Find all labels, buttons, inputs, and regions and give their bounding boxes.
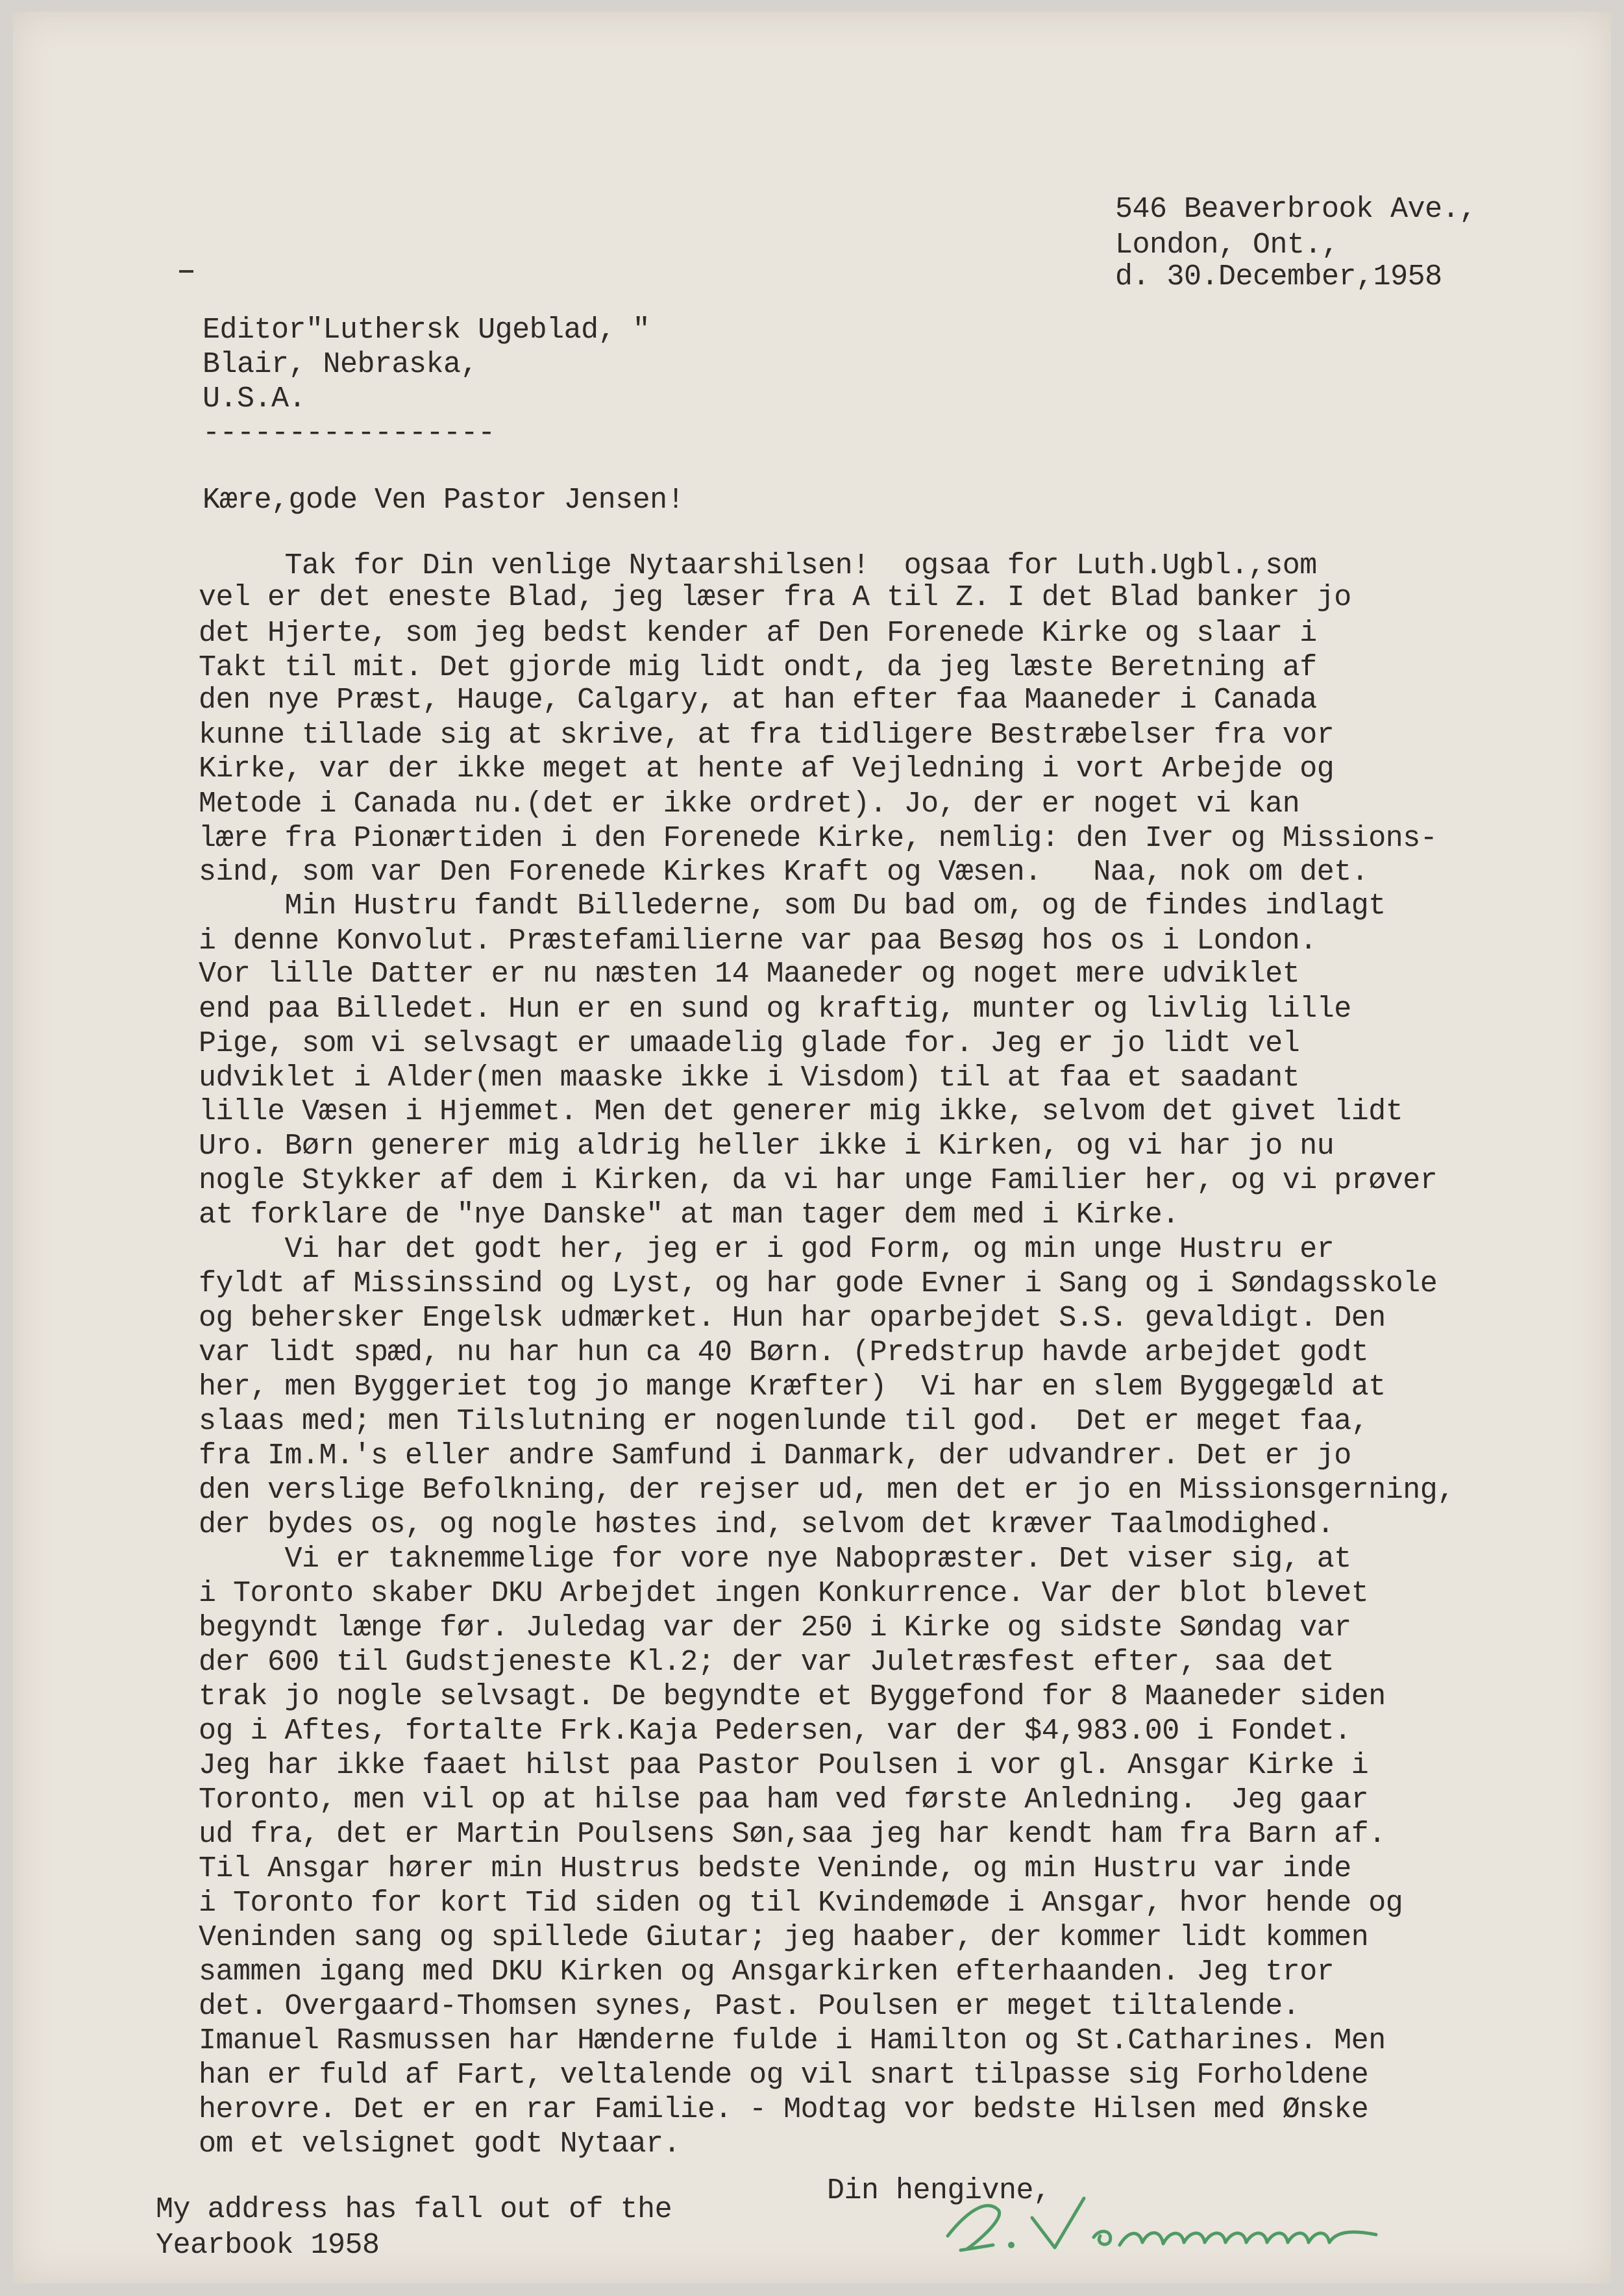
body-line: Metode i Canada nu.(det er ikke ordret). Jo, der er noget vi kan bbox=[199, 788, 1300, 821]
body-line: herovre. Det er en rar Familie. - Modtag vor bedste Hilsen med Ønske bbox=[199, 2093, 1369, 2126]
body-line: fyldt af Missinssind og Lyst, og har gode Evner i Sang og i Søndagsskole bbox=[199, 1267, 1438, 1300]
body-line: var lidt spæd, nu har hun ca 40 Børn. (Predstrup havde arbejdet godt bbox=[199, 1336, 1369, 1369]
body-line: i Toronto skaber DKU Arbejdet ingen Konkurrence. Var der blot blevet bbox=[199, 1577, 1369, 1610]
body-line: Vor lille Datter er nu næsten 14 Maaneder og noget mere udviklet bbox=[199, 958, 1300, 991]
recipient-line: U.S.A. bbox=[203, 382, 306, 416]
margin-mark bbox=[179, 270, 193, 273]
address-line: London, Ont., bbox=[1115, 229, 1339, 262]
body-line: fra Im.M.'s eller andre Samfund i Danmark, der udvandrer. Det er jo bbox=[199, 1439, 1351, 1472]
body-line: Kirke, var der ikke meget at hente af Vejledning i vort Arbejde og bbox=[199, 752, 1335, 786]
body-line: Tak for Din venlige Nytaarshilsen! ogsaa for Luth.Ugbl.,som bbox=[199, 549, 1317, 582]
body-line: at forklare de "nye Danske" at man tager dem med i Kirke. bbox=[199, 1198, 1179, 1232]
body-line: Jeg har ikke faaet hilst paa Pastor Poulsen i vor gl. Ansgar Kirke i bbox=[199, 1749, 1369, 1782]
body-line: det. Overgaard-Thomsen synes, Past. Poulsen er meget tiltalende. bbox=[199, 1990, 1300, 2023]
body-line: end paa Billedet. Hun er en sund og kraftig, munter og livlig lille bbox=[199, 993, 1351, 1026]
body-line: vel er det eneste Blad, jeg læser fra A til Z. I det Blad banker jo bbox=[199, 581, 1351, 614]
body-line: sammen igang med DKU Kirken og Ansgarkirken efterhaanden. Jeg tror bbox=[199, 1955, 1335, 1989]
body-line: Imanuel Rasmussen har Hænderne fulde i Hamilton og St.Catharines. Men bbox=[199, 2024, 1386, 2057]
body-line: Vi har det godt her, jeg er i god Form, og min unge Hustru er bbox=[199, 1233, 1335, 1266]
body-line: Vi er taknemmelige for vore nye Nabopræster. Det viser sig, at bbox=[199, 1543, 1351, 1576]
body-line: lille Væsen i Hjemmet. Men det generer mig ikke, selvom det givet lidt bbox=[199, 1095, 1403, 1128]
body-line: og i Aftes, fortalte Frk.Kaja Pedersen, var der $4,983.00 i Fondet. bbox=[199, 1715, 1351, 1748]
body-line: lære fra Pionærtiden i den Forenede Kirke, nemlig: den Iver og Missions- bbox=[199, 822, 1438, 855]
body-line: der 600 til Gudstjeneste Kl.2; der var Juletræsfest efter, saa det bbox=[199, 1646, 1335, 1679]
recipient-rule: ----------------- bbox=[203, 417, 495, 450]
body-line: trak jo nogle selvsagt. De begyndte et Byggefond for 8 Maaneder siden bbox=[199, 1680, 1386, 1713]
body-line: den verslige Befolkning, der rejser ud, men det er jo en Missionsgerning, bbox=[199, 1474, 1455, 1507]
letter-sheet bbox=[13, 12, 1611, 2283]
body-line: Toronto, men vil op at hilse paa ham ved første Anledning. Jeg gaar bbox=[199, 1783, 1369, 1817]
body-line: begyndt længe før. Juledag var der 250 i Kirke og sidste Søndag var bbox=[199, 1611, 1351, 1644]
body-line: slaas med; men Tilslutning er nogenlunde til god. Det er meget faa, bbox=[199, 1405, 1369, 1438]
closing: Din hengivne, bbox=[827, 2174, 1051, 2207]
body-line: nogle Stykker af dem i Kirken, da vi har unge Familier her, og vi prøver bbox=[199, 1164, 1438, 1197]
body-line: ud fra, det er Martin Poulsens Søn,saa jeg har kendt ham fra Barn af. bbox=[199, 1818, 1386, 1851]
body-line: i denne Konvolut. Præstefamilierne var paa Besøg hos os i London. bbox=[199, 924, 1317, 958]
body-line: han er fuld af Fart, veltalende og vil snart tilpasse sig Forholdene bbox=[199, 2059, 1369, 2092]
body-line: Uro. Børn generer mig aldrig heller ikke i Kirken, og vi har jo nu bbox=[199, 1130, 1335, 1163]
body-line: og behersker Engelsk udmærket. Hun har oparbejdet S.S. gevaldigt. Den bbox=[199, 1302, 1386, 1335]
body-line: der bydes os, og nogle høstes ind, selvom det kræver Taalmodighed. bbox=[199, 1508, 1335, 1541]
salutation: Kære,gode Ven Pastor Jensen! bbox=[203, 484, 685, 517]
body-line: her, men Byggeriet tog jo mange Kræfter) Vi har en slem Byggegæld at bbox=[199, 1371, 1386, 1404]
postscript-line: Yearbook 1958 bbox=[156, 2229, 380, 2262]
body-line: Min Hustru fandt Billederne, som Du bad om, og de findes indlagt bbox=[199, 889, 1386, 923]
body-line: sind, som var Den Forenede Kirkes Kraft og Væsen. Naa, nok om det. bbox=[199, 856, 1369, 889]
body-line: Til Ansgar hører min Hustrus bedste Veninde, og min Hustru var inde bbox=[199, 1852, 1351, 1885]
body-line: om et velsignet godt Nytaar. bbox=[199, 2128, 681, 2161]
body-line: Veninden sang og spillede Giutar; jeg haaber, der kommer lidt kommen bbox=[199, 1921, 1369, 1954]
recipient-line: Blair, Nebraska, bbox=[203, 348, 478, 381]
body-line: Pige, som vi selvsagt er umaadelig glade for. Jeg er jo lidt vel bbox=[199, 1027, 1300, 1060]
body-line: i Toronto for kort Tid siden og til Kvindemøde i Ansgar, hvor hende og bbox=[199, 1887, 1403, 1920]
body-line: Takt til mit. Det gjorde mig lidt ondt, da jeg læste Beretning af bbox=[199, 651, 1317, 684]
body-line: den nye Præst, Hauge, Calgary, at han efter faa Maaneder i Canada bbox=[199, 684, 1317, 717]
recipient-line: Editor"Luthersk Ugeblad, " bbox=[203, 314, 650, 347]
body-line: det Hjerte, som jeg bedst kender af Den Forenede Kirke og slaar i bbox=[199, 617, 1317, 650]
date-line: d. 30.December,1958 bbox=[1115, 260, 1442, 293]
postscript-line: My address has fall out of the bbox=[156, 2193, 672, 2226]
address-line: 546 Beaverbrook Ave., bbox=[1115, 193, 1477, 226]
body-line: kunne tillade sig at skrive, at fra tidligere Bestræbelser fra vor bbox=[199, 719, 1335, 752]
handwritten-signature bbox=[922, 2172, 1480, 2263]
body-line: udviklet i Alder(men maaske ikke i Visdom) til at faa et saadant bbox=[199, 1061, 1300, 1095]
